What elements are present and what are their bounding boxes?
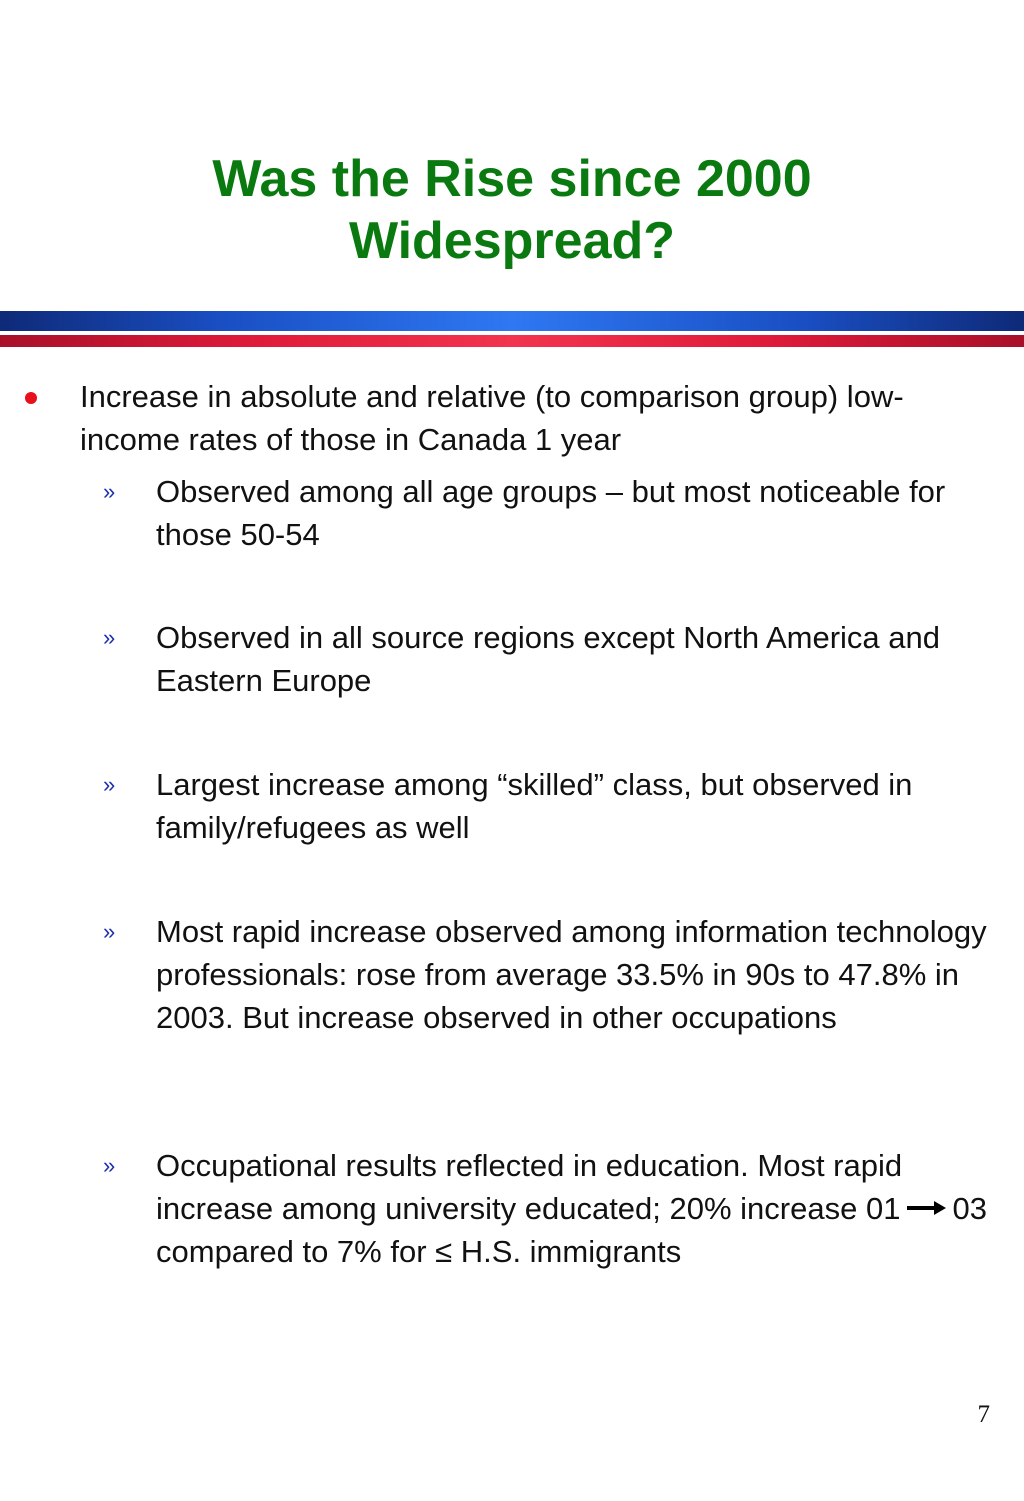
sub-bullet-marker-icon: » xyxy=(103,919,116,944)
sub-bullet-text xyxy=(156,1144,1006,1273)
slide-title-line-2: Widespread? xyxy=(348,212,676,270)
sub-bullet-text: Most rapid increase observed among information technology professionals: rose from average 33.5% in 90s to 47.8% in 2003. But increase observed in other occupations xyxy=(156,914,987,1035)
sub-bullet-text: Largest increase among “skilled” class, but observed in family/refugees as well xyxy=(156,767,913,845)
sub-bullet-marker-icon: » xyxy=(103,479,116,504)
slide-title xyxy=(0,148,1024,272)
right-arrow-icon xyxy=(906,1200,946,1216)
sub-bullet-marker-icon: » xyxy=(103,1153,116,1178)
title-divider-red xyxy=(0,335,1024,347)
education-text-after-arrow: 03 compared to 7% for ≤ H.S. immigrants xyxy=(156,1191,987,1269)
sub-bullet-marker-icon: » xyxy=(103,625,116,650)
education-text-before-arrow: Occupational results reflected in education. Most rapid increase among university educated; 20% increase 01 xyxy=(156,1148,903,1226)
main-bullet-text: Increase in absolute and relative (to comparison group) low-income rates of those in Canada 1 year xyxy=(80,379,904,457)
sub-bullet-text: Observed among all age groups – but most noticeable for those 50-54 xyxy=(156,474,946,552)
title-divider-blue xyxy=(0,311,1024,331)
page-number: 7 xyxy=(977,1401,990,1428)
bullet-dot-icon xyxy=(25,392,37,404)
sub-bullet-text: Observed in all source regions except North America and Eastern Europe xyxy=(156,620,941,698)
slide-title-line-1: Was the Rise since 2000 xyxy=(212,150,812,208)
sub-bullet-marker-icon: » xyxy=(103,772,116,797)
